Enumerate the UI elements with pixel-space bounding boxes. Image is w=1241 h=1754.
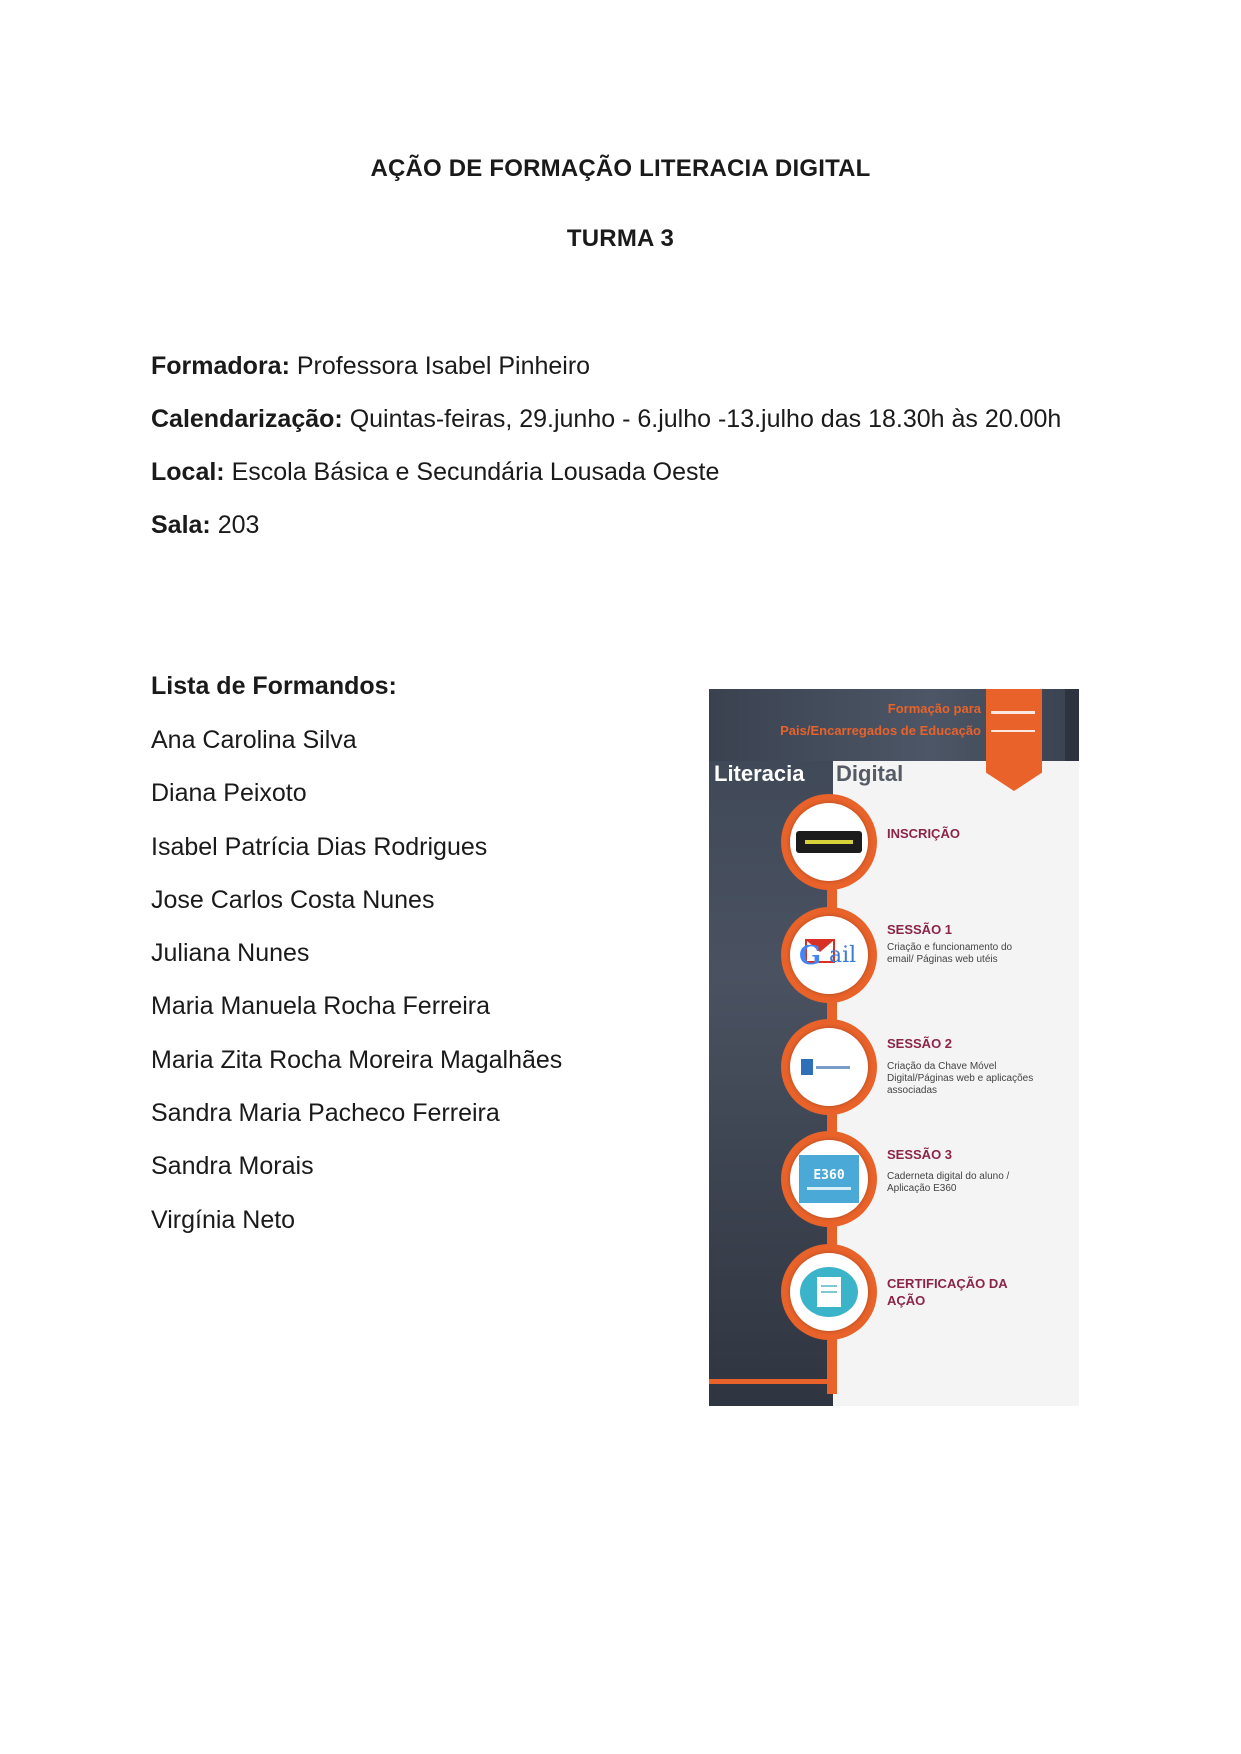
schedule-line: [151, 405, 1061, 434]
document-subtitle: TURMA 3: [566, 225, 675, 252]
room-label: Sala:: [151, 511, 211, 539]
step-description: Criação e funcionamento do email/ Páginas web utéis: [887, 942, 1013, 965]
location-line: [151, 458, 719, 487]
e360-icon-label: E360: [813, 1168, 845, 1183]
literacia-digital-poster: [709, 689, 1079, 1406]
trainee-name: Virgínia Neto: [151, 1205, 296, 1234]
document-title: AÇÃO DE FORMAÇÃO LITERACIA DIGITAL: [370, 155, 871, 182]
room-line: [151, 511, 259, 540]
trainer-line: [151, 352, 590, 381]
schedule-label: Calendarização:: [151, 405, 343, 433]
step-session2-circle: [781, 1019, 877, 1115]
step-title: SESSÃO 1: [887, 922, 953, 937]
trainee-name: Ana Carolina Silva: [151, 726, 357, 754]
step-title: SESSÃO 2: [887, 1036, 953, 1051]
ribbon-logo-mark: [991, 711, 1035, 732]
trainee-name: Jose Carlos Costa Nunes: [151, 885, 435, 914]
trainer-label: Formadora:: [151, 352, 290, 380]
trainer-value: Professora Isabel Pinheiro: [296, 352, 591, 380]
poster-title-right: Digital: [836, 761, 904, 786]
trainee-name: Isabel Patrícia Dias Rodrigues: [151, 832, 488, 861]
trainee-name: Sandra Maria Pacheco Ferreira: [151, 1099, 500, 1128]
certificate-icon: [800, 1267, 858, 1317]
trainee-name: Maria Zita Rocha Moreira Magalhães: [151, 1045, 563, 1074]
trainees-heading: Lista de Formandos:: [151, 672, 397, 700]
poster-header-line1: Formação para: [887, 701, 981, 716]
trainee-name: Diana Peixoto: [151, 779, 307, 808]
step-title: SESSÃO 3: [887, 1147, 953, 1162]
room-value: 203: [217, 511, 260, 539]
step-description: Caderneta digital do aluno / Aplicação E360: [887, 1171, 1010, 1194]
step-title: INSCRIÇÃO: [887, 826, 960, 841]
chave-movel-digital-icon: [801, 1055, 857, 1079]
step-certification-circle: [781, 1244, 877, 1340]
step-session3-circle: [781, 1131, 877, 1227]
trainee-name: Juliana Nunes: [151, 939, 310, 968]
step-title: CERTIFICAÇÃO DA AÇÃO: [887, 1276, 1008, 1308]
ribbon-icon: [986, 689, 1042, 791]
location-label: Local:: [151, 458, 225, 486]
trainee-name: Sandra Morais: [151, 1152, 314, 1181]
poster-bottom-accent: [709, 1379, 833, 1384]
e360-icon: [799, 1155, 859, 1203]
trainees-list: [151, 726, 562, 1259]
location-value: Escola Básica e Secundária Lousada Oeste: [231, 458, 720, 486]
poster-title-left: Literacia: [714, 761, 805, 786]
poster-header-line2: Pais/Encarregados de Educação: [780, 723, 981, 738]
gmail-icon: G ail: [799, 941, 857, 971]
registration-icon: [796, 831, 862, 853]
step-registration-circle: [781, 794, 877, 890]
schedule-value: Quintas-feiras, 29.junho - 6.julho -13.julho das 18.30h às 20.00h: [349, 405, 1062, 433]
trainee-name: Maria Manuela Rocha Ferreira: [151, 992, 491, 1021]
poster-header-strip: [1065, 689, 1079, 761]
step-description: Criação da Chave Móvel Digital/Páginas web e aplicações associadas: [887, 1061, 1034, 1096]
step-session1-circle: [781, 907, 877, 1003]
